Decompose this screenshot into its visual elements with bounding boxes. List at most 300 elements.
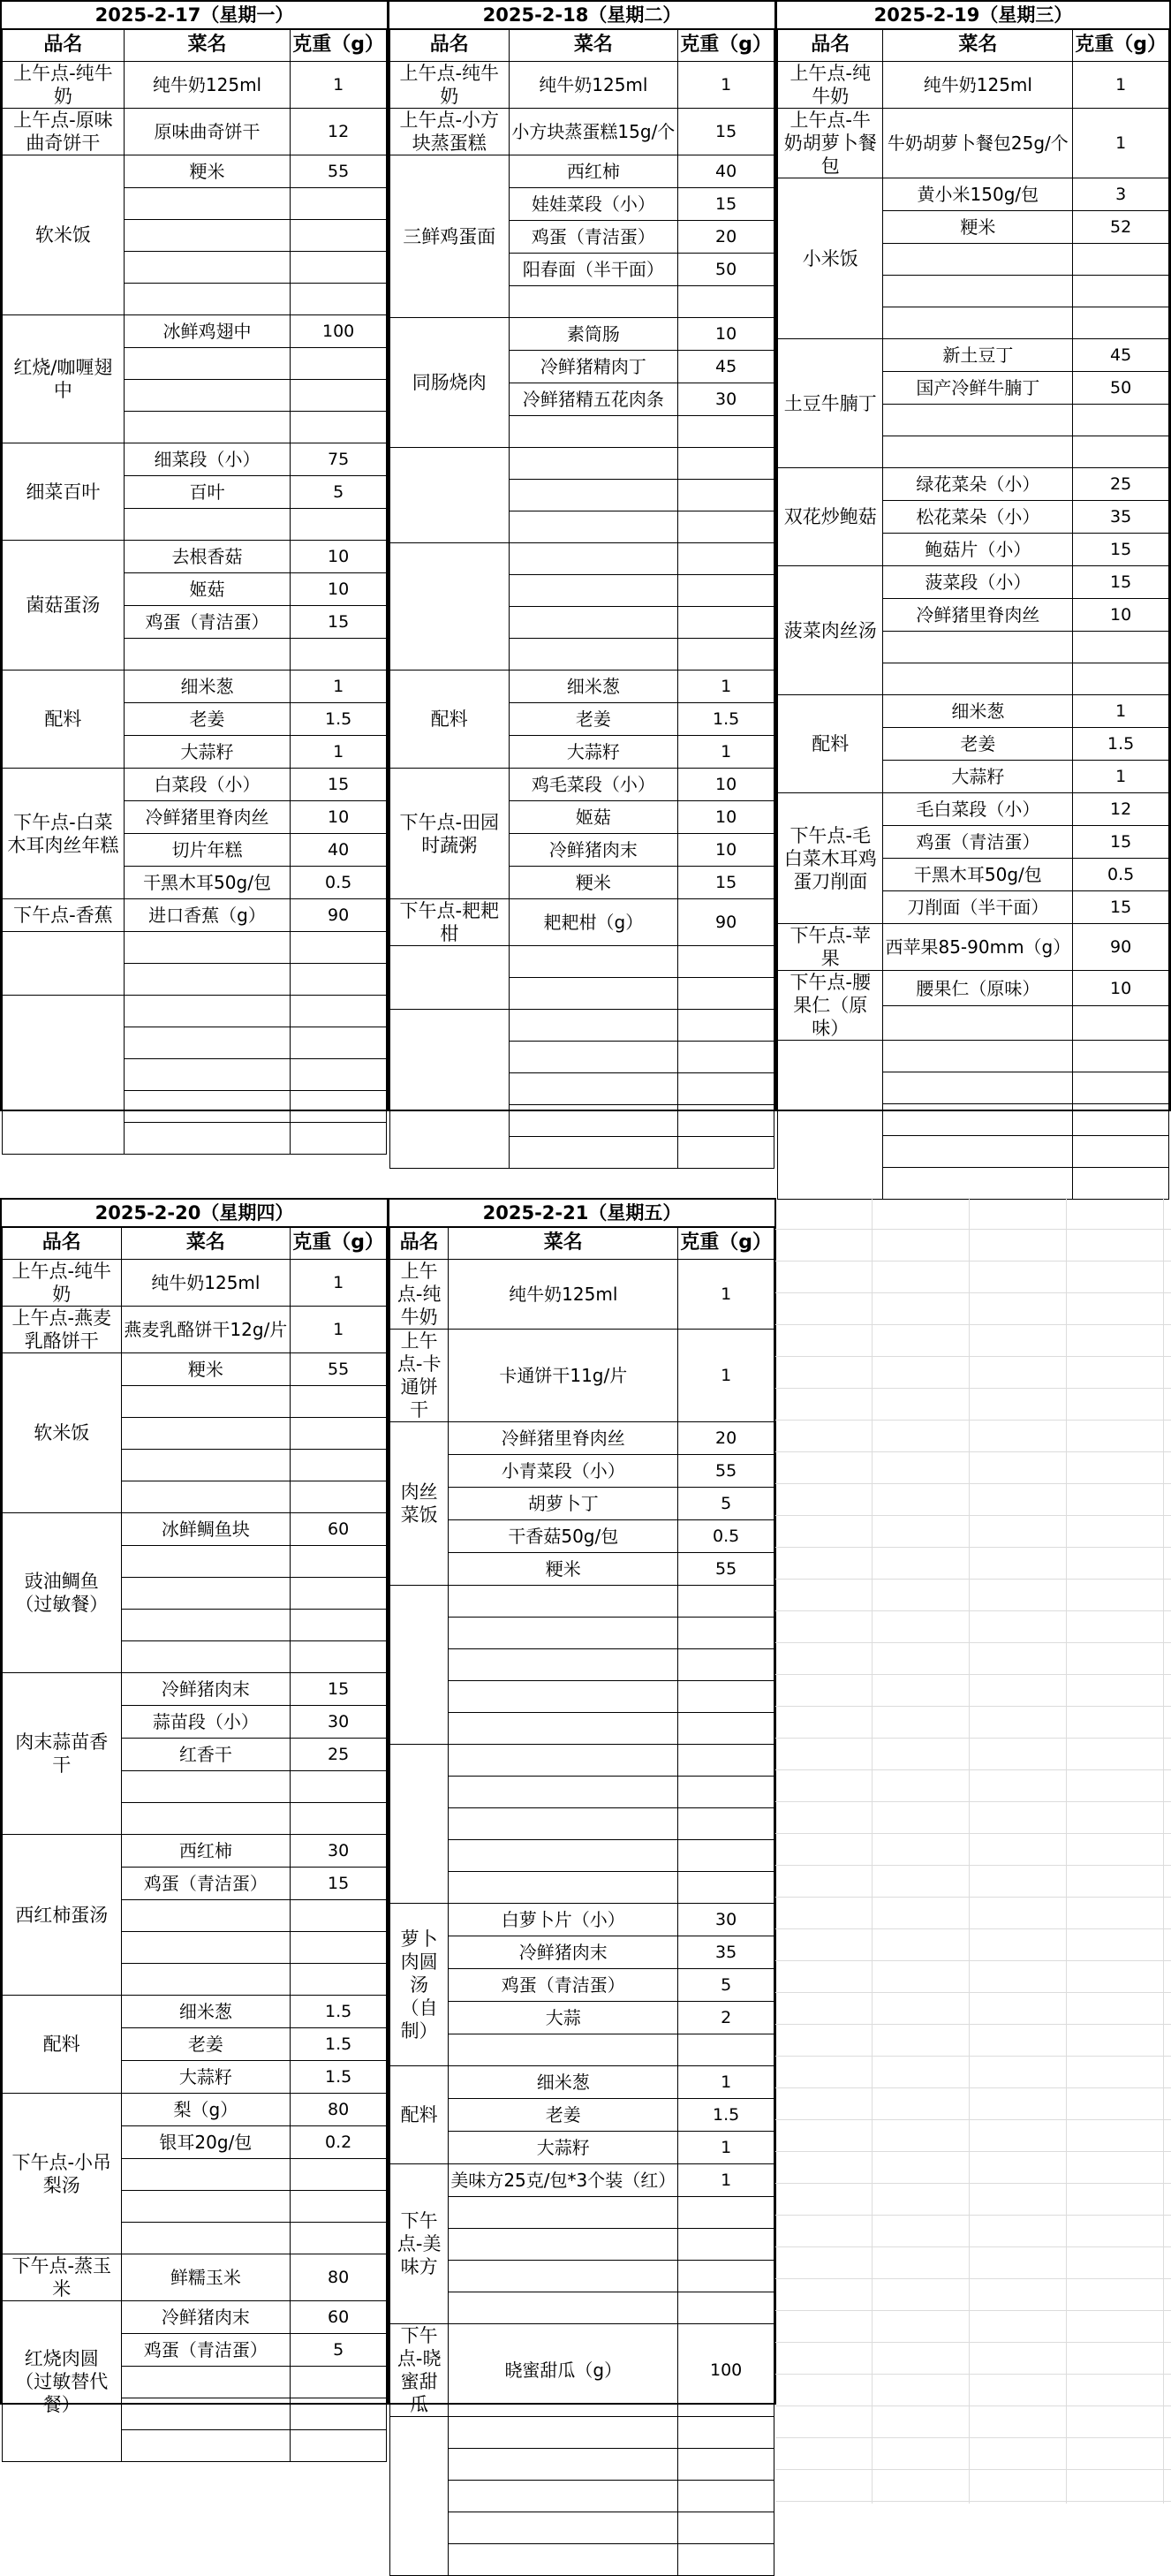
- category-header: 品名: [3, 29, 125, 62]
- dish-cell: 细米葱: [121, 1996, 291, 2028]
- category-cell: 上午点-纯牛奶: [778, 62, 883, 109]
- dish-cell: [509, 1073, 678, 1105]
- weight-cell: [678, 1872, 774, 1904]
- weight-cell: [678, 1042, 774, 1073]
- weight-cell: [678, 286, 774, 318]
- weight-cell: [291, 2159, 387, 2191]
- dish-cell: 晓蜜甜瓜（g）: [449, 2324, 678, 2417]
- table-row: [778, 924, 1169, 971]
- dish-cell: [449, 1618, 678, 1649]
- weight-header: 克重（g）: [291, 1227, 387, 1260]
- dish-cell: 胡萝卜丁: [449, 1488, 678, 1520]
- weight-cell: 1: [291, 1307, 387, 1353]
- weight-cell: [291, 380, 387, 412]
- dish-cell: 冰鲜鲷鱼块: [121, 1513, 291, 1546]
- dish-cell: [121, 1481, 291, 1513]
- category-cell: 下午点-毛白菜木耳鸡蛋刀削面: [778, 793, 883, 924]
- weight-cell: [1073, 1006, 1169, 1041]
- dish-cell: 冷鲜猪肉末: [121, 1673, 291, 1706]
- weight-cell: 35: [1073, 501, 1169, 534]
- dish-cell: [883, 436, 1073, 468]
- weight-header: 克重（g）: [678, 1227, 774, 1260]
- table-row: [3, 996, 387, 1027]
- category-cell: 上午点-燕麦乳酪饼干: [3, 1307, 122, 1353]
- weight-cell: [291, 639, 387, 671]
- category-cell: 配料: [778, 695, 883, 793]
- category-header: 品名: [390, 29, 510, 62]
- weight-cell: 90: [678, 899, 774, 946]
- weight-cell: [291, 1027, 387, 1059]
- weight-cell: [291, 284, 387, 315]
- table-row: [390, 1330, 774, 1422]
- dish-cell: [449, 2544, 678, 2576]
- table-row: [778, 566, 1169, 599]
- weight-cell: [291, 1091, 387, 1123]
- dish-cell: [509, 607, 678, 639]
- dish-cell: 绿花菜朵（小）: [883, 468, 1073, 501]
- weight-cell: 10: [291, 801, 387, 834]
- weight-cell: 1: [678, 736, 774, 769]
- dish-cell: 冷鲜猪肉末: [509, 834, 678, 867]
- weight-cell: 15: [678, 867, 774, 899]
- table-row: [778, 971, 1169, 1006]
- weight-cell: 55: [678, 1553, 774, 1586]
- weight-cell: 1: [291, 671, 387, 703]
- weight-cell: [291, 348, 387, 380]
- weight-cell: 90: [1073, 924, 1169, 971]
- dish-cell: [121, 1900, 291, 1932]
- weight-cell: [291, 1546, 387, 1578]
- table-row: [3, 1673, 387, 1706]
- table-row: [3, 899, 387, 932]
- day-block: [0, 0, 389, 1111]
- weight-cell: 1: [1073, 62, 1169, 109]
- day-title: 2025-2-17（星期一）: [2, 2, 387, 30]
- weight-cell: 20: [678, 221, 774, 254]
- weight-cell: 15: [1073, 891, 1169, 924]
- dish-cell: 大蒜籽: [449, 2132, 678, 2164]
- dish-header: 菜名: [509, 29, 678, 62]
- category-cell: [390, 543, 510, 671]
- weight-cell: [678, 1777, 774, 1808]
- weight-cell: 10: [291, 541, 387, 573]
- category-cell: 上午点-纯牛奶: [390, 62, 510, 109]
- category-cell: 下午点-美味方: [390, 2164, 449, 2324]
- category-cell: 上午点-小方块蒸蛋糕: [390, 109, 510, 155]
- dish-cell: 进口香蕉（g）: [124, 899, 290, 932]
- day-title: 2025-2-21（星期五）: [389, 1200, 774, 1228]
- category-cell: 配料: [390, 2066, 449, 2164]
- dish-cell: 牛奶胡萝卜餐包25g/个: [883, 109, 1073, 178]
- category-cell: [390, 1010, 510, 1169]
- dish-cell: 刀削面（半干面）: [883, 891, 1073, 924]
- dish-cell: [121, 2159, 291, 2191]
- weight-cell: 10: [678, 769, 774, 801]
- weight-cell: 1.5: [678, 703, 774, 736]
- category-cell: 萝卜肉圆汤（自制）: [390, 1904, 449, 2066]
- dish-cell: 鸡蛋（青洁蛋）: [883, 826, 1073, 859]
- dish-cell: [121, 2398, 291, 2430]
- dish-cell: 纯牛奶125ml: [883, 62, 1073, 109]
- category-cell: 上午点-卡通饼干: [390, 1330, 449, 1422]
- weight-cell: 1: [678, 2164, 774, 2197]
- table-row: [390, 318, 774, 351]
- dish-cell: [449, 1777, 678, 1808]
- weight-cell: [678, 575, 774, 607]
- weight-cell: [291, 220, 387, 252]
- weight-cell: [1073, 307, 1169, 339]
- dish-cell: [883, 1168, 1073, 1200]
- dish-cell: 蒜苗段（小）: [121, 1706, 291, 1739]
- dish-cell: 燕麦乳酪饼干12g/片: [121, 1307, 291, 1353]
- dish-cell: 粳米: [121, 1353, 291, 1386]
- weight-cell: 15: [678, 109, 774, 155]
- table-row: [778, 62, 1169, 109]
- weight-cell: [678, 2197, 774, 2229]
- weight-cell: 15: [678, 188, 774, 221]
- table-row: [390, 155, 774, 188]
- weight-cell: [678, 2544, 774, 2576]
- weight-cell: 30: [678, 1904, 774, 1936]
- dish-cell: [121, 1641, 291, 1673]
- dish-cell: 冷鲜猪精肉丁: [509, 351, 678, 383]
- dish-cell: [121, 1546, 291, 1578]
- table-row: [390, 2324, 774, 2417]
- category-cell: 土豆牛腩丁: [778, 339, 883, 468]
- dish-cell: 老姜: [449, 2099, 678, 2132]
- weight-cell: 75: [291, 443, 387, 476]
- category-cell: [390, 448, 510, 543]
- dish-cell: 冷鲜猪里脊肉丝: [124, 801, 290, 834]
- category-cell: 下午点-苹果: [778, 924, 883, 971]
- weight-cell: 35: [678, 1936, 774, 1969]
- dish-cell: 小青菜段（小）: [449, 1455, 678, 1488]
- weight-cell: 5: [291, 476, 387, 509]
- dish-cell: [509, 286, 678, 318]
- weight-cell: [291, 252, 387, 284]
- dish-cell: [509, 639, 678, 671]
- dish-cell: [883, 663, 1073, 695]
- dish-cell: [124, 252, 290, 284]
- dish-cell: [883, 1072, 1073, 1104]
- weight-cell: [291, 412, 387, 443]
- dish-cell: [121, 2430, 291, 2462]
- dish-cell: [124, 412, 290, 443]
- weight-cell: 2: [678, 2002, 774, 2034]
- table-row: [390, 109, 774, 155]
- weight-cell: [678, 1808, 774, 1840]
- dish-cell: 纯牛奶125ml: [124, 62, 290, 109]
- dish-cell: 鲜糯玉米: [121, 2254, 291, 2301]
- dish-cell: [449, 2449, 678, 2481]
- category-cell: 双花炒鲍菇: [778, 468, 883, 566]
- dish-cell: 新土豆丁: [883, 339, 1073, 372]
- weight-cell: 55: [678, 1455, 774, 1488]
- weight-cell: 15: [291, 606, 387, 639]
- weight-cell: 5: [291, 2334, 387, 2367]
- dish-cell: 鸡蛋（青洁蛋）: [121, 2334, 291, 2367]
- dish-cell: [124, 348, 290, 380]
- table-row: [3, 1260, 387, 1307]
- weight-cell: [291, 1481, 387, 1513]
- dish-cell: 银耳20g/包: [121, 2126, 291, 2159]
- dish-cell: 粳米: [449, 1553, 678, 1586]
- weight-cell: [678, 1618, 774, 1649]
- weight-cell: [678, 1586, 774, 1618]
- weight-cell: 55: [291, 1353, 387, 1386]
- weight-cell: [678, 639, 774, 671]
- dish-cell: [449, 1586, 678, 1618]
- menu-table: [389, 28, 774, 1169]
- category-cell: 三鲜鸡蛋面: [390, 155, 510, 318]
- dish-cell: [449, 2417, 678, 2449]
- dish-cell: 鲍菇片（小）: [883, 534, 1073, 566]
- weight-cell: 15: [291, 1868, 387, 1900]
- weight-cell: 60: [291, 2301, 387, 2334]
- dish-cell: [509, 543, 678, 575]
- dish-cell: 纯牛奶125ml: [121, 1260, 291, 1307]
- dish-cell: 姬菇: [509, 801, 678, 834]
- table-row: [3, 932, 387, 964]
- weight-cell: 52: [1073, 211, 1169, 244]
- dish-cell: 西红柿: [509, 155, 678, 188]
- weight-cell: [1073, 1041, 1169, 1072]
- weight-cell: 80: [291, 2094, 387, 2126]
- dish-cell: [449, 1649, 678, 1681]
- dish-cell: [449, 1745, 678, 1777]
- weight-header: 克重（g）: [291, 29, 387, 62]
- weight-cell: [678, 1105, 774, 1137]
- weight-cell: 3: [1073, 178, 1169, 211]
- weight-cell: 15: [291, 1673, 387, 1706]
- dish-cell: 切片年糕: [124, 834, 290, 867]
- weight-cell: 1: [678, 2132, 774, 2164]
- category-cell: 肉末蒜苗香干: [3, 1673, 122, 1835]
- dish-cell: 细米葱: [509, 671, 678, 703]
- category-cell: [3, 996, 125, 1155]
- dish-cell: [883, 405, 1073, 436]
- table-row: [390, 448, 774, 480]
- weight-cell: 25: [291, 1739, 387, 1771]
- weight-cell: 1: [291, 736, 387, 769]
- dish-cell: 干黑木耳50g/包: [124, 867, 290, 899]
- menu-table: [2, 1226, 387, 2462]
- table-row: [390, 946, 774, 978]
- dish-cell: 西苹果85-90mm（g）: [883, 924, 1073, 971]
- weight-cell: [678, 1840, 774, 1872]
- dish-cell: [449, 2229, 678, 2261]
- weight-header: 克重（g）: [678, 29, 774, 62]
- dish-cell: 松花菜朵（小）: [883, 501, 1073, 534]
- dish-cell: [509, 480, 678, 511]
- dish-cell: 美味方25克/包*3个装（红）: [449, 2164, 678, 2197]
- dish-cell: [509, 1010, 678, 1042]
- day-title: 2025-2-20（星期四）: [2, 1200, 387, 1228]
- weight-cell: 1: [678, 1260, 774, 1330]
- day-block: [388, 0, 776, 1111]
- dish-cell: [121, 1450, 291, 1481]
- dish-header: 菜名: [124, 29, 290, 62]
- dish-cell: [509, 511, 678, 543]
- dish-cell: 干黑木耳50g/包: [883, 859, 1073, 891]
- weight-cell: 45: [1073, 339, 1169, 372]
- dish-cell: 冷鲜猪里脊肉丝: [449, 1422, 678, 1455]
- weight-cell: [291, 1418, 387, 1450]
- weight-cell: 0.5: [678, 1520, 774, 1553]
- menu-table: [777, 28, 1169, 1200]
- weight-cell: 5: [678, 1488, 774, 1520]
- category-cell: 下午点-香蕉: [3, 899, 125, 932]
- weight-cell: 60: [291, 1513, 387, 1546]
- weight-cell: 0.5: [1073, 859, 1169, 891]
- dish-header: 菜名: [449, 1227, 678, 1260]
- weight-cell: 10: [1073, 971, 1169, 1006]
- category-cell: 下午点-晓蜜甜瓜: [390, 2324, 449, 2417]
- category-cell: 红烧/咖喱翅中: [3, 315, 125, 443]
- dish-cell: [449, 2197, 678, 2229]
- category-cell: 上午点-原味曲奇饼干: [3, 109, 125, 155]
- table-row: [390, 543, 774, 575]
- category-cell: [390, 2417, 449, 2576]
- weight-cell: [291, 1803, 387, 1835]
- dish-cell: [449, 1681, 678, 1713]
- category-cell: [3, 932, 125, 996]
- dish-cell: 鸡蛋（青洁蛋）: [124, 606, 290, 639]
- weight-cell: 1: [1073, 109, 1169, 178]
- weight-cell: [1073, 632, 1169, 663]
- dish-cell: [124, 932, 290, 964]
- weight-cell: [291, 1123, 387, 1155]
- category-cell: 上午点-纯牛奶: [390, 1260, 449, 1330]
- weight-cell: 1: [291, 1260, 387, 1307]
- weight-cell: 100: [291, 315, 387, 348]
- weight-cell: [1073, 276, 1169, 307]
- category-cell: [778, 1041, 883, 1200]
- weight-cell: [1073, 1168, 1169, 1200]
- dish-cell: 冷鲜猪肉末: [449, 1936, 678, 1969]
- dish-cell: 卡通饼干11g/片: [449, 1330, 678, 1422]
- dish-cell: 鸡蛋（青洁蛋）: [509, 221, 678, 254]
- dish-cell: 冷鲜猪里脊肉丝: [883, 599, 1073, 632]
- weight-cell: 50: [1073, 372, 1169, 405]
- category-header: 品名: [390, 1227, 449, 1260]
- weight-cell: 10: [1073, 599, 1169, 632]
- weight-cell: 12: [1073, 793, 1169, 826]
- dish-cell: [124, 1123, 290, 1155]
- weight-cell: 1.5: [678, 2099, 774, 2132]
- category-cell: 下午点-小吊梨汤: [3, 2094, 122, 2254]
- dish-cell: 腰果仁（原味）: [883, 971, 1073, 1006]
- weight-cell: [678, 2261, 774, 2292]
- weight-cell: [1073, 244, 1169, 276]
- dish-cell: 白菜段（小）: [124, 769, 290, 801]
- dish-cell: 西红柿: [121, 1835, 291, 1868]
- weight-cell: 10: [678, 318, 774, 351]
- weight-cell: [291, 964, 387, 996]
- weight-cell: 30: [291, 1835, 387, 1868]
- table-row: [3, 62, 387, 109]
- dish-cell: [509, 416, 678, 448]
- table-row: [390, 1586, 774, 1618]
- dish-cell: [883, 1041, 1073, 1072]
- dish-cell: 红香干: [121, 1739, 291, 1771]
- dish-cell: [124, 996, 290, 1027]
- category-cell: [390, 1586, 449, 1745]
- dish-cell: 百叶: [124, 476, 290, 509]
- weight-cell: [1073, 663, 1169, 695]
- weight-cell: [678, 2034, 774, 2066]
- table-row: [390, 1422, 774, 1455]
- weight-cell: 1.5: [1073, 728, 1169, 761]
- dish-cell: 阳春面（半干面）: [509, 254, 678, 286]
- category-cell: 软米饭: [3, 155, 125, 315]
- category-cell: 下午点-白菜木耳肉丝年糕: [3, 769, 125, 899]
- table-row: [778, 793, 1169, 826]
- weight-cell: [291, 1964, 387, 1996]
- table-row: [3, 1835, 387, 1868]
- dish-cell: [121, 1610, 291, 1641]
- weight-cell: [678, 448, 774, 480]
- dish-cell: [124, 284, 290, 315]
- table-row: [778, 468, 1169, 501]
- category-cell: 菌菇蛋汤: [3, 541, 125, 671]
- weight-cell: [291, 1771, 387, 1803]
- weight-cell: 1.5: [291, 2061, 387, 2094]
- dish-cell: 鸡蛋（青洁蛋）: [449, 1969, 678, 2002]
- category-cell: 下午点-田园时蔬粥: [390, 769, 510, 899]
- category-cell: 上午点-纯牛奶: [3, 62, 125, 109]
- weight-cell: 15: [1073, 566, 1169, 599]
- weight-cell: [678, 1745, 774, 1777]
- weight-cell: [291, 996, 387, 1027]
- dish-cell: 毛白菜段（小）: [883, 793, 1073, 826]
- dish-cell: 去根香菇: [124, 541, 290, 573]
- category-cell: 上午点-牛奶胡萝卜餐包: [778, 109, 883, 178]
- category-cell: 配料: [3, 671, 125, 769]
- weight-cell: [291, 509, 387, 541]
- dish-cell: [883, 307, 1073, 339]
- weight-cell: 1: [678, 671, 774, 703]
- dish-cell: [883, 1104, 1073, 1136]
- category-cell: 肉丝菜饭: [390, 1422, 449, 1586]
- table-row: [3, 1307, 387, 1353]
- dish-cell: [883, 1006, 1073, 1041]
- category-cell: [390, 946, 510, 1010]
- dish-cell: [509, 1105, 678, 1137]
- weight-cell: [291, 2367, 387, 2398]
- weight-cell: [678, 978, 774, 1010]
- dish-cell: 细米葱: [883, 695, 1073, 728]
- weight-cell: 50: [678, 254, 774, 286]
- weight-cell: [1073, 1104, 1169, 1136]
- dish-cell: 粳米: [509, 867, 678, 899]
- table-row: [778, 695, 1169, 728]
- dish-cell: [449, 2512, 678, 2544]
- dish-cell: [124, 220, 290, 252]
- weight-cell: 45: [678, 351, 774, 383]
- weight-cell: [291, 1578, 387, 1610]
- table-row: [390, 1010, 774, 1042]
- dish-cell: 梨（g）: [121, 2094, 291, 2126]
- dish-cell: 大蒜籽: [121, 2061, 291, 2094]
- weight-cell: [678, 511, 774, 543]
- table-row: [3, 1996, 387, 2028]
- weight-cell: [678, 2229, 774, 2261]
- dish-cell: [121, 1771, 291, 1803]
- table-row: [3, 541, 387, 573]
- dish-cell: 鸡蛋（青洁蛋）: [121, 1868, 291, 1900]
- weight-cell: [678, 2512, 774, 2544]
